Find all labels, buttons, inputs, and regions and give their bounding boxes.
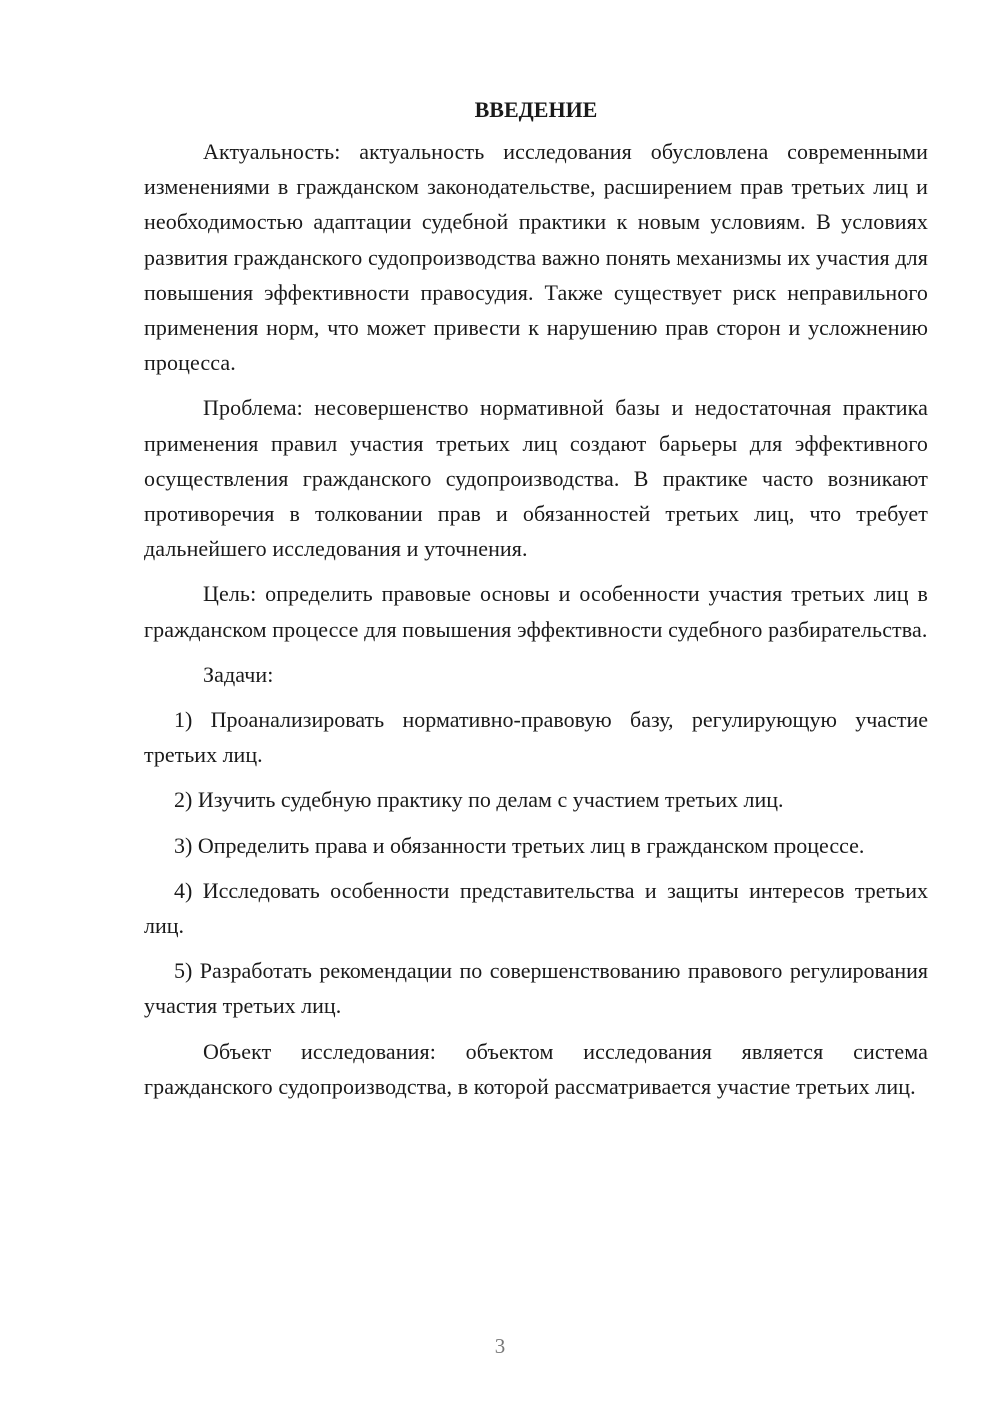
tasks-heading: Задачи:	[203, 661, 274, 687]
goal-paragraph: Цель: определить правовые основы и особенности участия третьих лиц в гражданском процессе для повышения эффективности судебного разбирательства.	[144, 581, 928, 642]
task-item: 4) Исследовать особенности представительства и защиты интересов третьих лиц.	[144, 877, 928, 939]
task-item: 3) Определить права и обязанности третьих лиц в гражданском процессе.	[174, 832, 865, 858]
section-title: ВВЕДЕНИЕ	[474, 97, 598, 122]
problem-paragraph: Проблема: несовершенство нормативной базы и недостаточная практика применения правил участия третьих лиц создают барьеры для эффективного осуществления гражданского судопроизводства. В практике часто возникают противоречия в толковании прав и обязанностей третьих лиц, что требует дальнейшего исследования и уточнения.	[144, 395, 928, 562]
task-item: 5) Разработать рекомендации по совершенствованию правового регулирования участия третьих лиц.	[144, 958, 928, 1019]
page-number: 3	[494, 1334, 506, 1358]
task-item: 2) Изучить судебную практику по делам с участием третьих лиц.	[174, 787, 784, 813]
object-paragraph: Объект исследования: объектом исследования является система гражданского судопроизводства, в которой рассматривается участие третьих лиц.	[144, 1038, 928, 1099]
task-item: 1) Проанализировать нормативно-правовую базу, регулирующую участие третьих лиц.	[144, 707, 928, 768]
page-content	[144, 92, 928, 1114]
relevance-paragraph: Актуальность: актуальность исследования обусловлена современными изменениями в гражданском законодательстве, расширением прав третьих лиц и необходимостью адаптации судебной практики к новым условиям. В условиях развития гражданского судопроизводства важно понять механизмы их участия для повышения эффективности правосудия. Также существует риск неправильного применения норм, что может привести к нарушению прав сторон и усложнению процесса.	[144, 139, 928, 376]
